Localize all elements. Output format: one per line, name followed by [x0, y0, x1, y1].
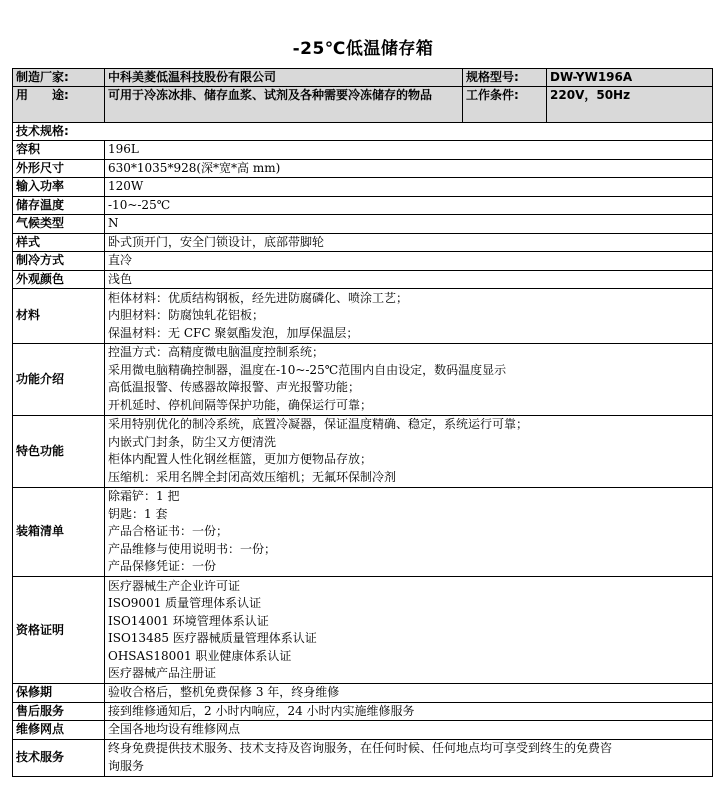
- spec-line: 产品保修凭证：一份: [108, 559, 217, 573]
- spec-row: [13, 739, 713, 776]
- spec-label: 气候类型: [13, 215, 105, 234]
- spec-row: [13, 702, 713, 721]
- spec-line: 保温材料：无 CFC 聚氨酯发泡，加厚保温层；: [108, 325, 359, 340]
- spec-label: 维修网点: [13, 721, 105, 740]
- spec-label: 制冷方式: [13, 252, 105, 271]
- spec-label: 特色功能: [13, 415, 105, 487]
- spec-line: OHSAS18001 职业健康体系认证: [108, 648, 292, 663]
- spec-label: 保修期: [13, 684, 105, 703]
- spec-value: [105, 343, 713, 415]
- spec-row: [13, 577, 713, 684]
- model-label: 规格型号:: [463, 69, 547, 87]
- spec-line: 除霜铲：1 把: [108, 489, 180, 503]
- spec-row: [13, 343, 713, 415]
- spec-line: 柜体内配置人性化钢丝框篮，更加方便物品存放；: [108, 452, 373, 466]
- spec-line: 120W: [108, 179, 144, 193]
- spec-line: 医疗器械生产企业许可证: [108, 578, 241, 593]
- spec-line: 直冷: [108, 253, 133, 267]
- spec-row: [13, 289, 713, 344]
- spec-value: [105, 196, 713, 215]
- spec-label: 资格证明: [13, 577, 105, 684]
- spec-label: 外观颜色: [13, 270, 105, 289]
- spec-row: [13, 141, 713, 160]
- spec-line: 钥匙：1 套: [108, 506, 168, 521]
- spec-line: 630*1035*928(深*宽*高 mm): [108, 160, 281, 175]
- spec-value: [105, 215, 713, 234]
- spec-value: [105, 415, 713, 487]
- page-title: -25℃低温储存箱: [292, 39, 434, 59]
- spec-line: 产品维修与使用说明书：一份；: [108, 541, 277, 556]
- spec-value: [105, 159, 713, 178]
- spec-value: [105, 721, 713, 740]
- spec-value: [105, 684, 713, 703]
- spec-label: 储存温度: [13, 196, 105, 215]
- spec-label: 功能介绍: [13, 343, 105, 415]
- spec-line: 控温方式：高精度微电脑温度控制系统；: [108, 345, 325, 359]
- spec-value: [105, 233, 713, 252]
- spec-row: [13, 684, 713, 703]
- spec-line: 开机延时、停机间隔等保护功能，确保运行可靠；: [108, 397, 373, 412]
- spec-row: [13, 233, 713, 252]
- spec-row: [13, 487, 713, 577]
- spec-row: [13, 270, 713, 289]
- spec-row: [13, 159, 713, 178]
- spec-label: 售后服务: [13, 702, 105, 721]
- spec-line: ISO13485 医疗器械质量管理体系认证: [108, 631, 317, 645]
- spec-line: 接到维修通知后，2 小时内响应，24 小时内实施维修服务: [108, 703, 415, 718]
- spec-value: [105, 178, 713, 197]
- condition-value: 220V，50Hz: [547, 87, 713, 123]
- spec-label: 外形尺寸: [13, 159, 105, 178]
- spec-line: 高低温报警、传感器故障报警、声光报警功能；: [108, 380, 361, 394]
- spec-line: 医疗器械产品注册证: [108, 666, 217, 680]
- model-value: DW-YW196A: [547, 69, 713, 87]
- spec-value: [105, 739, 713, 776]
- spec-line: ISO9001 质量管理体系认证: [108, 596, 262, 610]
- usage-value: 可用于冷冻冰排、储存血浆、试剂及各种需要冷冻储存的物品: [105, 87, 463, 123]
- spec-value: [105, 487, 713, 577]
- spec-line: 询服务: [108, 758, 145, 773]
- spec-label: 输入功率: [13, 178, 105, 197]
- spec-label: 技术服务: [13, 739, 105, 776]
- spec-line: 验收合格后，整机免费保修 3 年，终身维修: [108, 685, 340, 699]
- spec-row: [13, 252, 713, 271]
- spec-line: ISO14001 环境管理体系认证: [108, 613, 269, 628]
- spec-value: [105, 141, 713, 160]
- spec-label: 容积: [13, 141, 105, 160]
- spec-line: 196L: [108, 142, 139, 156]
- condition-label: 工作条件:: [463, 87, 547, 123]
- usage-label: 用 途:: [13, 87, 105, 123]
- spec-line: 采用微电脑精确控制器，温度在-10~-25℃范围内自由设定，数码温度显示: [108, 362, 507, 377]
- spec-row: [13, 415, 713, 487]
- spec-label: 样式: [13, 233, 105, 252]
- spec-line: 产品合格证书：一份；: [108, 524, 229, 538]
- maker-label: 制造厂家:: [13, 69, 105, 87]
- spec-line: 压缩机：采用名牌全封闭高效压缩机；无氟环保制冷剂: [108, 469, 397, 484]
- maker-value: 中科美菱低温科技股份有限公司: [105, 69, 463, 87]
- spec-value: [105, 289, 713, 344]
- tech-spec-label: 技术规格:: [13, 123, 713, 141]
- spec-row: [13, 215, 713, 234]
- spec-value: [105, 270, 713, 289]
- spec-line: 浅色: [108, 271, 133, 286]
- spec-body: [13, 141, 713, 777]
- spec-line: 卧式顶开门，安全门锁设计，底部带脚轮: [108, 234, 325, 249]
- spec-line: N: [108, 216, 119, 230]
- spec-line: 全国各地均设有维修网点: [108, 722, 241, 736]
- spec-row: [13, 721, 713, 740]
- spec-row: [13, 178, 713, 197]
- spec-line: 内嵌式门封条，防尘又方便清洗: [108, 434, 277, 449]
- spec-value: [105, 702, 713, 721]
- spec-label: 材料: [13, 289, 105, 344]
- spec-table: [12, 68, 713, 777]
- spec-line: 终身免费提供技术服务、技术支持及咨询服务，在任何时候、任何地点均可享受到终生的免费咨: [108, 741, 613, 755]
- spec-value: [105, 252, 713, 271]
- spec-value: [105, 577, 713, 684]
- spec-row: [13, 196, 713, 215]
- spec-label: 装箱清单: [13, 487, 105, 577]
- spec-line: 采用特别优化的制冷系统，底置冷凝器，保证温度精确、稳定，系统运行可靠；: [108, 417, 529, 431]
- spec-line: -10~-25℃: [108, 197, 171, 212]
- spec-line: 柜体材料：优质结构钢板，经先进防腐磷化、喷涂工艺；: [108, 290, 409, 305]
- spec-line: 内胆材料：防腐蚀轧花铝板；: [108, 308, 265, 322]
